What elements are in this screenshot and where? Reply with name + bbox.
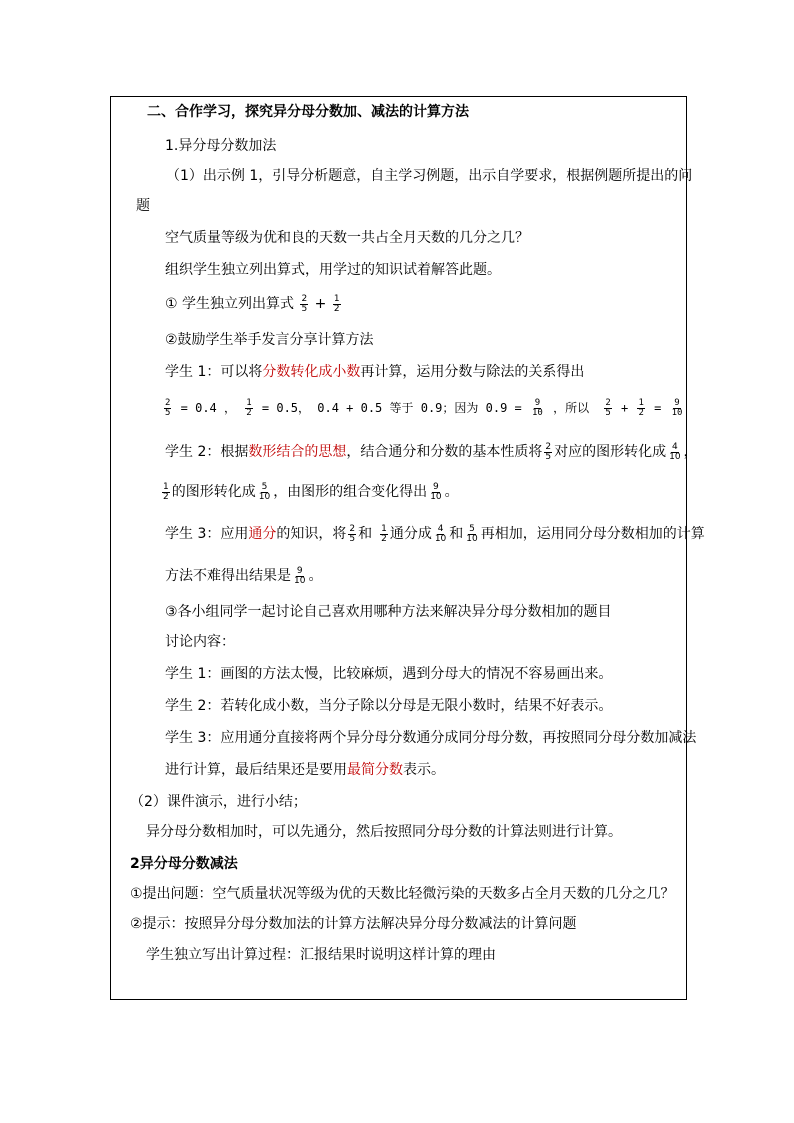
highlight-common-denominator: 通分 bbox=[248, 526, 277, 542]
fraction-one-half: $\frac{1}{2}$ bbox=[333, 293, 340, 314]
student2-line: 学生 2：根据数形结合的思想，结合通分和分数的基本性质将 $\frac{2}{5}$ 对应的图形转化成 $\frac{4}{10}$ ， bbox=[165, 441, 698, 462]
student1-calc: $\frac{2}{5}$ = 0.4 ， $\frac{1}{2}$ = 0.5， 0.4 + 0.5 等于 0.9；因为 0.9 = $\frac{9}{10}$ ，所以 $\frac{2}{5}$ + $\frac{1}{2}$ = $\frac{9}{10}$ bbox=[165, 398, 683, 418]
step2-text: （2）课件演示，进行小结； bbox=[130, 794, 307, 810]
highlight-decimal: 分数转化成小数 bbox=[262, 364, 361, 380]
circle1-label: ① 学生独立列出算式 bbox=[165, 296, 295, 312]
question-text: 空气质量等级为优和良的天数一共占全月天数的几分之几？ bbox=[165, 230, 529, 246]
student3-line: 学生 3：应用通分的知识，将 $\frac{2}{5}$ 和 $\frac{1}{2}$ 通分成 $\frac{4}{10}$ 和 $\frac{5}{10}$ 再相加，运用同分母分数相加的计算 bbox=[165, 523, 705, 544]
part2-independent: 学生独立写出计算过程：汇报结果时说明这样计算的理由 bbox=[146, 947, 496, 963]
student3-line-cont: 方法不难得出结果是 $\frac{9}{10}$ 。 bbox=[165, 565, 323, 586]
circle2-text: ②鼓励学生举手发言分享计算方法 bbox=[165, 332, 374, 348]
part2-question: ①提出问题：空气质量状况等级为优的天数比轻微污染的天数多占全月天数的几分之几？ bbox=[130, 886, 675, 902]
part2-hint: ②提示：按照异分母分数加法的计算方法解决异分母分数减法的计算问题 bbox=[130, 916, 577, 932]
discussion-student1: 学生 1：画图的方法太慢，比较麻烦，遇到分母大的情况不容易画出来。 bbox=[165, 666, 613, 682]
summary-text: 异分母分数相加时，可以先通分，然后按照同分母分数的计算法则进行计算。 bbox=[146, 824, 622, 840]
discussion-student3-cont: 进行计算，最后结果还是要用最简分数表示。 bbox=[165, 762, 445, 778]
student2-line-cont: $\frac{1}{2}$ 的图形转化成 $\frac{5}{10}$ ，由图形的组合变化得出 $\frac{9}{10}$ 。 bbox=[163, 481, 459, 502]
part1-title: 1.异分母分数加法 bbox=[165, 138, 277, 154]
step1-text-cont: 题 bbox=[136, 198, 150, 214]
discussion-student2: 学生 2：若转化成小数，当分子除以分母是无限小数时，结果不好表示。 bbox=[165, 698, 613, 714]
highlight-number-shape: 数形结合的思想 bbox=[248, 444, 347, 460]
step1-text: （1）出示例 1，引导分析题意，自主学习例题，出示自学要求，根据例题所提出的问 bbox=[166, 168, 693, 184]
circle3-text: ③各小组同学一起讨论自己喜欢用哪种方法来解决异分母分数相加的题目 bbox=[165, 604, 612, 620]
circle1-line bbox=[165, 294, 343, 314]
part2-title: 2异分母分数减法 bbox=[130, 856, 238, 872]
organize-text: 组织学生独立列出算式，用学过的知识试着解答此题。 bbox=[165, 262, 501, 278]
student1-line: 学生 1：可以将分数转化成小数再计算，运用分数与除法的关系得出 bbox=[165, 364, 585, 380]
plus-sign: + bbox=[314, 296, 327, 312]
highlight-simplest-fraction: 最简分数 bbox=[347, 762, 403, 778]
fraction-two-fifths: $\frac{2}{5}$ bbox=[301, 293, 308, 314]
discussion-label: 讨论内容： bbox=[165, 634, 235, 650]
discussion-student3: 学生 3：应用通分直接将两个异分母分数通分成同分母分数，再按照同分母分数加减法 bbox=[165, 730, 697, 746]
section-title: 二、合作学习，探究异分母分数加、减法的计算方法 bbox=[147, 104, 469, 120]
